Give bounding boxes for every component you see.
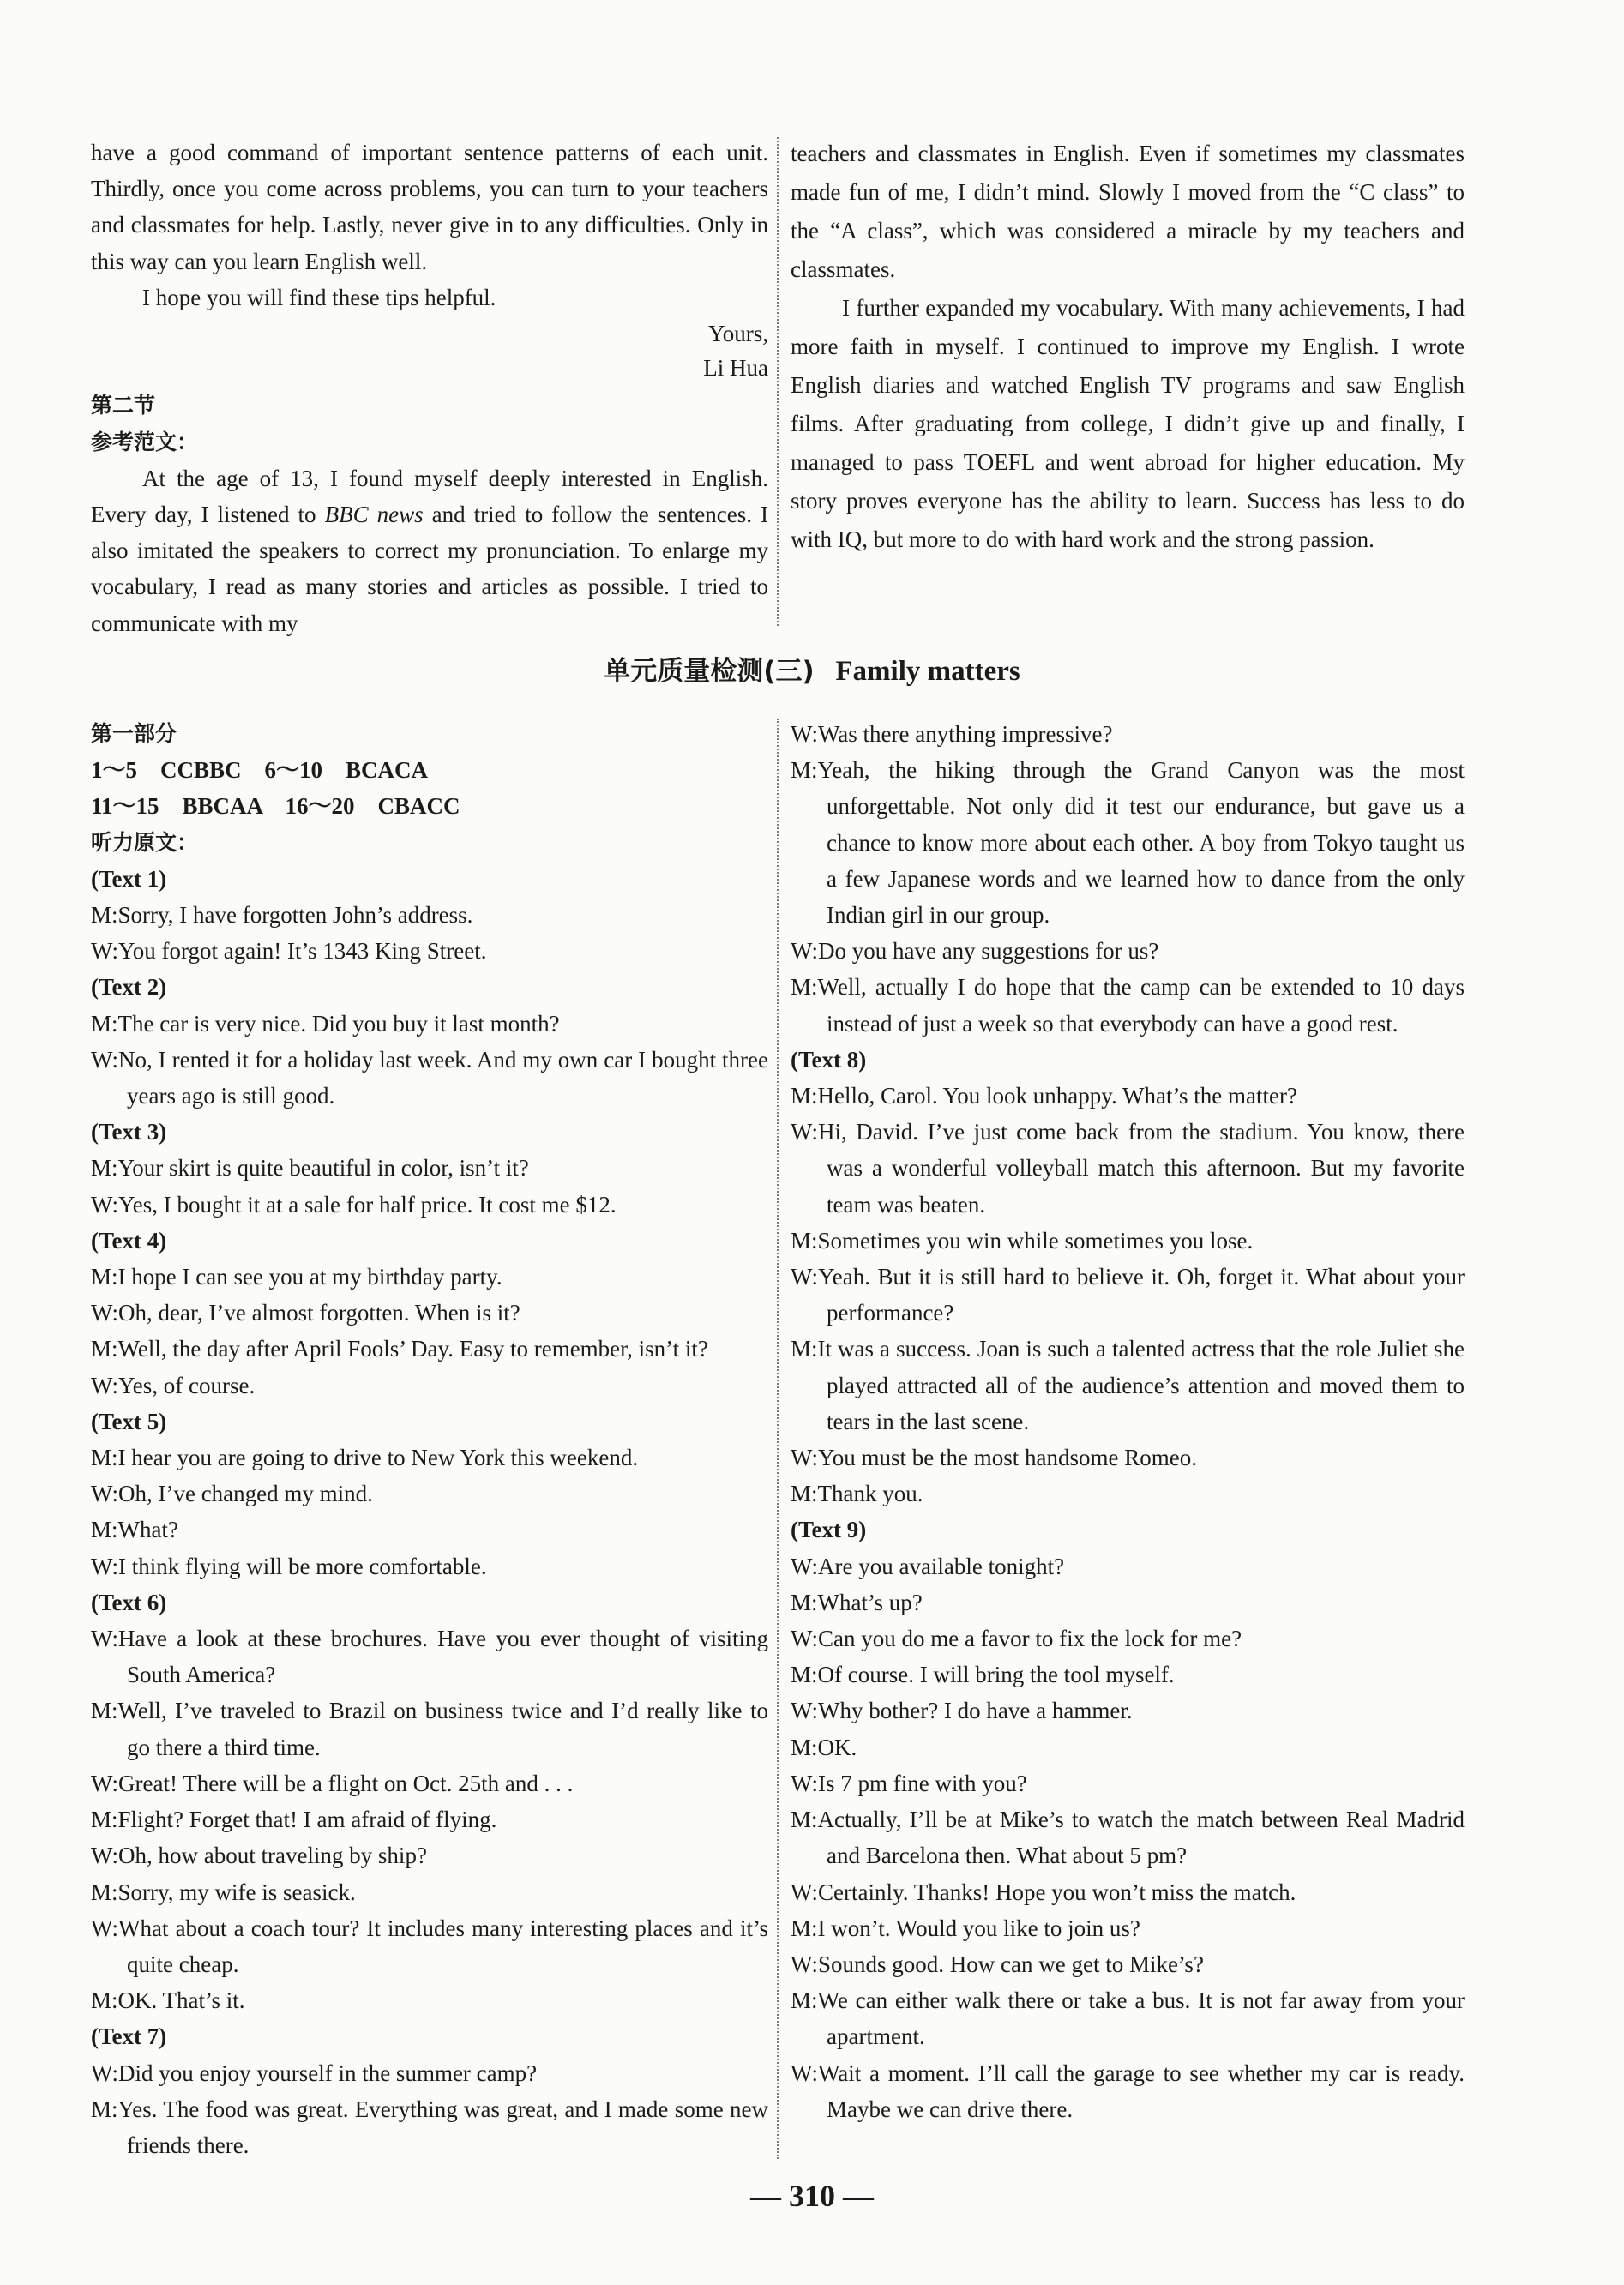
letter-signature: Li Hua (703, 355, 768, 382)
text-heading: (Text 7) (91, 2023, 167, 2050)
transcript-left (91, 861, 768, 2163)
text-heading: (Text 1) (91, 865, 167, 892)
dialogue-line: M:Flight? Forget that! I am afraid of flying. (91, 1807, 497, 1833)
dialogue-line: W:Can you do me a favor to fix the lock for me? (791, 1626, 1242, 1652)
dialogue-line: M:Yes. The food was great. Everything was great, and I made some new friends there. (91, 2096, 768, 2158)
dialogue-line: W:You must be the most handsome Romeo. (791, 1445, 1197, 1471)
text-heading: (Text 3) (91, 1119, 167, 1146)
dialogue-line: W:Is 7 pm fine with you? (791, 1770, 1027, 1796)
dialogue-line: W:Sounds good. How can we get to Mike’s? (791, 1951, 1204, 1977)
dialogue-line: W:Yes, of course. (91, 1372, 256, 1398)
dialogue-line: W:What about a coach tour? It includes many interesting places and it’s quite cheap. (91, 1915, 768, 1977)
dialogue-line: M:Well, actually I do hope that the camp can be extended to 10 days instead of just a week so that everybody can have a good rest. (791, 974, 1465, 1037)
transcript-label: 听力原文： (91, 829, 199, 855)
dialogue-line: W:Oh, dear, I’ve almost forgotten. When is it? (91, 1300, 520, 1326)
dialogue-line: M:Of course. I will bring the tool myself. (791, 1662, 1175, 1688)
dialogue-line: M:Actually, I’ll be at Mike’s to watch the match between Real Madrid and Barcelona then. What about 5 pm? (791, 1807, 1465, 1869)
dialogue-line: M:I hope I can see you at my birthday party. (91, 1264, 502, 1290)
dialogue-line: M:Sorry, I have forgotten John’s address. (91, 902, 473, 929)
section-heading: 第二节 (91, 393, 156, 418)
dialogue-line: M:I won’t. Would you like to join us? (791, 1915, 1140, 1941)
text-heading: (Text 8) (791, 1046, 867, 1073)
dialogue-line: M:Sorry, my wife is seasick. (91, 1879, 356, 1905)
top-left-column (91, 135, 768, 641)
essay-paragraph: teachers and classmates in English. Even if sometimes my classmates made fun of me, I didn’t mind. Slowly I moved from the “C class” to the “A class”, which was considered a miracle by my teachers and classmates. (791, 141, 1465, 282)
dialogue-line: W:Yeah. But it is still hard to believe it. Oh, forget it. What about your performance? (791, 1264, 1465, 1326)
dialogue-line: W:No, I rented it for a holiday last week. And my own car I bought three years ago is still good. (91, 1046, 768, 1109)
dialogue-line: M:Yeah, the hiking through the Grand Canyon was the most unforgettable. Not only did it test our endurance, but gave us a chance to know more about each other. A boy from Tokyo taught us a few Japanese words and we learned how to dance from the only Indian girl in our group. (791, 757, 1465, 929)
dialogue-line: M:Well, I’ve traveled to Brazil on business twice and I’d really like to go there a third time. (91, 1698, 768, 1760)
unit-title-en: Family matters (835, 656, 1020, 687)
text-heading: (Text 6) (91, 1589, 167, 1615)
page-number: — 310 — (750, 2179, 874, 2213)
dialogue-line: M:Sometimes you win while sometimes you lose. (791, 1227, 1254, 1254)
dialogue-line: M:What’s up? (791, 1589, 923, 1615)
dialogue-line: M:We can either walk there or take a bus. It is not far away from your apartment. (791, 1987, 1465, 2050)
column-divider (777, 719, 779, 2159)
text-heading: (Text 5) (91, 1408, 167, 1434)
dialogue-line: M:Well, the day after April Fools’ Day. Easy to remember, isn’t it? (91, 1336, 708, 1362)
dialogue-line: W:Was there anything impressive? (791, 721, 1113, 747)
dialogue-line: W:Do you have any suggestions for us? (791, 938, 1159, 965)
dialogue-line: M:The car is very nice. Did you buy it last month? (91, 1010, 560, 1037)
dialogue-line: W:Did you enjoy yourself in the summer camp? (91, 2060, 538, 2086)
dialogue-line: M:Your skirt is quite beautiful in color, isn’t it? (91, 1155, 529, 1182)
dialogue-line: W:Oh, how about traveling by ship? (91, 1843, 427, 1869)
dialogue-line: W:Oh, I’ve changed my mind. (91, 1481, 373, 1507)
letter-paragraph: I hope you will find these tips helpful. (142, 284, 496, 310)
bottom-right-column (791, 716, 1465, 2127)
essay-emphasis: BBC news (324, 502, 424, 528)
dialogue-line: W:Have a look at these brochures. Have you ever thought of visiting South America? (91, 1626, 768, 1688)
answer-key: 11～15 BBCAA 16～20 CBACC (91, 793, 460, 820)
dialogue-line: M:It was a success. Joan is such a talented actress that the role Juliet she played attracted all of the audience’s attention and moved them to tears in the last scene. (791, 1336, 1465, 1434)
unit-title (0, 653, 1624, 689)
essay-paragraph: I further expanded my vocabulary. With many achievements, I had more faith in myself. I continued to improve my English. I wrote English diaries and watched English TV programs and saw English films. After graduating from college, I didn’t give up and finally, I managed to pass TOEFL and went abroad for higher education. My story proves everyone has the ability to learn. Success has less to do with IQ, but more to do with hard work and the strong passion. (791, 295, 1465, 552)
text-heading: (Text 2) (91, 974, 167, 1001)
dialogue-line: W:Great! There will be a flight on Oct. 25th and . . . (91, 1770, 574, 1796)
part-heading: 第一部分 (91, 721, 177, 746)
top-right-column (791, 135, 1465, 559)
dialogue-line: W:You forgot again! It’s 1343 King Street. (91, 938, 487, 965)
answer-key: 1～5 CCBBC 6～10 BCACA (91, 757, 429, 784)
dialogue-line: W:Why bother? I do have a hammer. (791, 1698, 1133, 1724)
dialogue-line: M:What? (91, 1517, 178, 1543)
dialogue-line: M:OK. (791, 1734, 857, 1760)
dialogue-line: M:Thank you. (791, 1481, 923, 1507)
dialogue-line: W:Wait a moment. I’ll call the garage to see whether my car is ready. Maybe we can drive there. (791, 2060, 1465, 2122)
column-divider (777, 137, 779, 626)
sample-label: 参考范文： (91, 429, 199, 454)
letter-closing: Yours, (707, 321, 768, 347)
dialogue-line: W:Yes, I bought it at a sale for half price. It cost me $12. (91, 1191, 617, 1218)
dialogue-line: W:I think flying will be more comfortable. (91, 1553, 487, 1579)
text-heading: (Text 4) (91, 1227, 167, 1254)
transcript-right (791, 716, 1465, 2127)
letter-paragraph: have a good command of important sentence patterns of each unit. Thirdly, once you come across problems, you can turn to your teachers and classmates for help. Lastly, never give in to any difficulties. Only in this way can you learn English well. (91, 140, 768, 274)
essay-paragraph: At the age of 13, I found myself deeply interested in English. Every day, I listened to BBC news and tried to follow the sentences. I also imitated the speakers to correct my pronunciation. To enlarge my vocabulary, I read as many stories and articles as possible. I tried to communicate with my (91, 465, 768, 636)
dialogue-line: M:I hear you are going to drive to New York this weekend. (91, 1445, 639, 1471)
dialogue-line: W:Certainly. Thanks! Hope you won’t miss the match. (791, 1879, 1296, 1905)
text-heading: (Text 9) (791, 1517, 867, 1543)
dialogue-line: M:Hello, Carol. You look unhappy. What’s the matter? (791, 1083, 1297, 1109)
dialogue-line: W:Are you available tonight? (791, 1553, 1065, 1579)
bottom-left-column (91, 716, 768, 2163)
unit-title-cn: 单元质量检测(三) (604, 656, 815, 687)
dialogue-line: M:OK. That’s it. (91, 1987, 245, 2014)
dialogue-line: W:Hi, David. I’ve just come back from the stadium. You know, there was a wonderful volleyball match this afternoon. But my favorite team was beaten. (791, 1119, 1465, 1218)
